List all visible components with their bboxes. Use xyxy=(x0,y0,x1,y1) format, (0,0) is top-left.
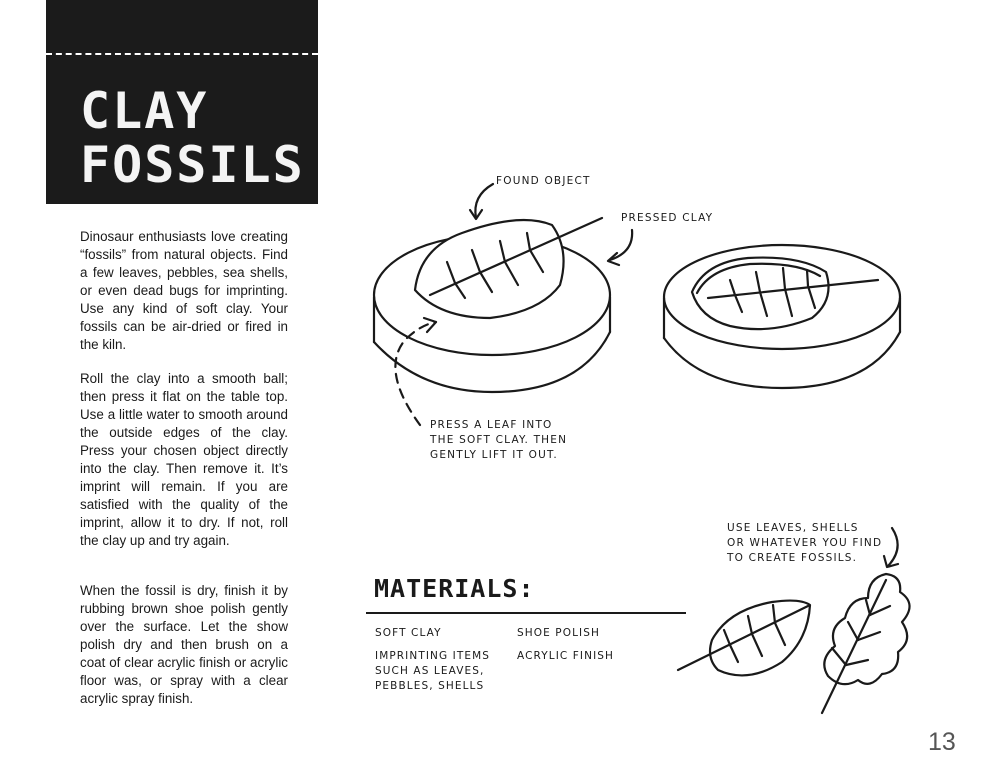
use-leaves-line-1: USE LEAVES, SHELLS xyxy=(727,522,859,534)
clay-disk-with-imprint-illustration xyxy=(664,245,900,388)
material-imprinting-line-1: IMPRINTING ITEMS xyxy=(375,650,491,662)
birch-leaf-illustration xyxy=(678,601,810,676)
press-leaf-line-1: PRESS A LEAF INTO xyxy=(430,419,553,431)
press-leaf-label xyxy=(430,418,567,463)
press-leaf-line-3: GENTLY LIFT IT OUT. xyxy=(430,449,558,461)
found-object-label: FOUND OBJECT xyxy=(496,175,591,187)
use-leaves-arrow xyxy=(888,528,898,566)
pressed-clay-label: PRESSED CLAY xyxy=(621,212,714,224)
material-soft-clay: SOFT CLAY xyxy=(375,627,442,639)
clay-disk-with-leaf-illustration xyxy=(374,218,610,392)
use-leaves-line-2: OR WHATEVER YOU FIND xyxy=(727,537,883,549)
material-acrylic-finish: ACRYLIC FINISH xyxy=(517,650,615,662)
finishing-paragraph: When the fossil is dry, finish it by rubbing brown shoe polish gently over the surface. Let the show polish dry and then brush on a coat of clear acrylic finish or acrylic floor was, or spray with a clear acrylic spray finish. xyxy=(80,583,288,706)
use-leaves-label xyxy=(727,521,882,566)
intro-paragraph: Dinosaur enthusiasts love creating “fossils” from natural objects. Find a few leaves, pebbles, sea shells, or even dead bugs for imprinting. Use any kind of soft clay. Your fossils can be air-dried or fired in the kiln. xyxy=(80,229,288,352)
instructions-paragraph: Roll the clay into a smooth ball; then press it flat on the table top. Use a little water to smooth around the outside edges of the clay. Press your chosen object directly into the clay. Then remove it. It’s imprint will remain. If you are satisfied with the quality of the imprint, allow it to dry. If not, roll the clay up and try again. xyxy=(80,371,288,548)
press-leaf-line-2: THE SOFT CLAY. THEN xyxy=(430,434,568,446)
material-imprinting-line-3: PEBBLES, SHELLS xyxy=(375,680,485,692)
material-imprinting-line-2: SUCH AS LEAVES, xyxy=(375,665,485,677)
oak-leaf-illustration xyxy=(822,574,910,713)
title-line-1: CLAY xyxy=(80,82,209,140)
found-object-arrow xyxy=(475,184,493,218)
use-leaves-line-3: TO CREATE FOSSILS. xyxy=(727,552,858,564)
title-line-2: FOSSILS xyxy=(80,136,305,194)
material-shoe-polish: SHOE POLISH xyxy=(517,627,601,639)
page-number: 13 xyxy=(928,728,956,756)
materials-divider xyxy=(366,612,686,614)
material-imprinting-items xyxy=(375,649,490,694)
materials-heading: MATERIALS: xyxy=(374,574,535,603)
